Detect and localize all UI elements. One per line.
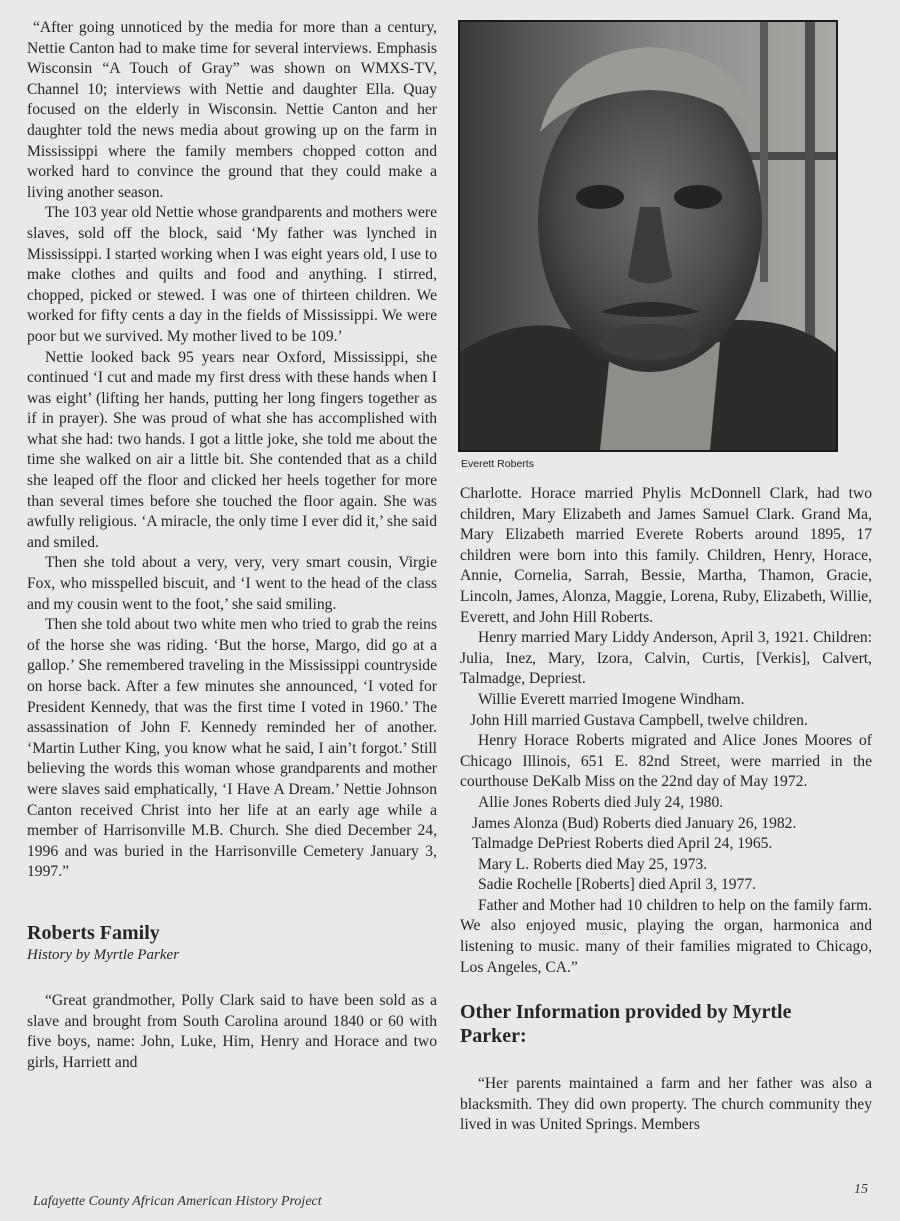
- body-paragraph: “Her parents maintained a farm and her father was also a blacksmith. They did own property. The church community they lived in was United Springs. Members: [460, 1075, 872, 1134]
- death-record: Sadie Rochelle [Roberts] died April 3, 1977.: [478, 876, 757, 894]
- page-number: 15: [854, 1182, 868, 1197]
- death-record: Allie Jones Roberts died July 24, 1980.: [478, 793, 724, 811]
- portrait-photo: [458, 20, 838, 452]
- death-record: James Alonza (Bud) Roberts died January 26, 1982.: [472, 814, 797, 832]
- body-paragraph: Charlotte. Horace married Phylis McDonnell Clark, had two children, Mary Elizabeth and James Samuel Clark. Grand Ma, Mary Elizabeth married Everete Roberts around 1895, 17 children were born into this family. Children, Henry, Horace, Annie, Cornelia, Sarrah, Bessie, Martha, Thamon, Gracie, Lincoln, James, Alonza, Maggie, Lorena, Ruby, Elizabeth, Willie, Everett, and John Hill Roberts.: [460, 485, 872, 626]
- body-paragraph: “Great grandmother, Polly Clark said to have been sold as a slave and brought from South Carolina around 1840 or 60 with five boys, name: John, Luke, Him, Henry and Horace and two girls, Harriett and: [27, 991, 437, 1071]
- body-paragraph: John Hill married Gustava Campbell, twelve children.: [470, 711, 808, 729]
- section-heading-other-information: Other Information provided by Myrtle Parker:: [460, 1001, 792, 1048]
- footer-publication-title: Lafayette County African American History Project: [33, 1194, 322, 1209]
- body-paragraph: The 103 year old Nettie whose grandparents and mothers were slaves, sold off the block, said ‘My father was lynched in Mississippi. I started working when I was eight years old, I use to make clothes and quilts and food and anything. I stirred, chopped, picked or stewed. I was one of thirteen children. We worked for fifty cents a day in the fields of Mississippi. We were poor but we survived. My mother lived to be 109.’: [27, 204, 437, 345]
- body-paragraph: Then she told about two white men who tried to grab the reins of the horse she was riding. ‘But the horse, Margo, did go at a gallop.’ She remembered traveling in the Mississippi countryside on horse back. After a few minutes she announced, ‘I voted for President Kennedy, that was the first time I voted in 1960.’ The assassination of John F. Kennedy reminded her of another. ‘Martin Luther King, you know what he said, I ain’t forgot.’ Still believing the words this woman whose grandparents and mother were slaves said emphatically, ‘I Have A Dream.’ Nettie Johnson Canton received Christ into her life at an early age while a member of Harrisonville M.B. Church. She died December 24, 1996 and was buried in the Harrisonville Cemetery January 3, 1997.”: [27, 616, 437, 881]
- death-record: Talmadge DePriest Roberts died April 24, 1965.: [472, 835, 773, 853]
- right-column: [460, 484, 872, 1136]
- body-paragraph: “After going unnoticed by the media for more than a century, Nettie Canton had to make time for several interviews. Emphasis Wisconsin “A Touch of Gray” was shown on WMXS-TV, Channel 10; interviews with Nettie and daughter Ella. Quay focused on the elderly in Wisconsin. Nettie Canton and her daughter told the news media about growing up on the farm in Mississippi where the family members chopped cotton and worked hard to convince the ground that they could make a living another season.: [27, 19, 437, 201]
- body-paragraph: Willie Everett married Imogene Windham.: [478, 690, 745, 708]
- death-record: Mary L. Roberts died May 25, 1973.: [478, 855, 708, 873]
- portrait-image: [460, 22, 836, 450]
- body-paragraph: Henry married Mary Liddy Anderson, April 3, 1921. Children: Julia, Inez, Mary, Izora, Calvin, Curtis, [Verkis], Calvert, Talmadge, Depriest.: [460, 629, 872, 688]
- body-paragraph: Henry Horace Roberts migrated and Alice Jones Moores of Chicago Illinois, 651 E. 82nd Street, were married in the courthouse DeKalb Miss on the 22nd day of May 1972.: [460, 732, 872, 791]
- body-paragraph: Then she told about a very, very, very smart cousin, Virgie Fox, who misspelled biscuit, and ‘I went to the head of the class and my cousin went to the foot,’ she said smiling.: [27, 554, 437, 613]
- photo-caption: Everett Roberts: [461, 458, 534, 470]
- body-paragraph: Nettie looked back 95 years near Oxford, Mississippi, she continued ‘I cut and made my first dress with these hands when I was eight’ (lifting her hands, putting her long fingers together as if in prayer). She was proud of what she has accomplished with what she had: two hands. I got a little joke, she told me about the time she walked on air a little bit. She contended that as a child she leaped off the floor and clicked her heels together for more than several times before she touched the floor again. She was awfully religious. ‘A miracle, the only time I ever did it,’ she said and smiled.: [27, 348, 437, 551]
- section-heading-roberts-family: Roberts Family: [27, 921, 160, 944]
- body-paragraph: Father and Mother had 10 children to help on the family farm. We also enjoyed music, playing the organ, harmonica and listening to music. many of their families migrated to Chicago, Los Angeles, CA.”: [460, 896, 872, 976]
- left-column: [27, 18, 437, 1073]
- byline: History by Myrtle Parker: [27, 946, 180, 963]
